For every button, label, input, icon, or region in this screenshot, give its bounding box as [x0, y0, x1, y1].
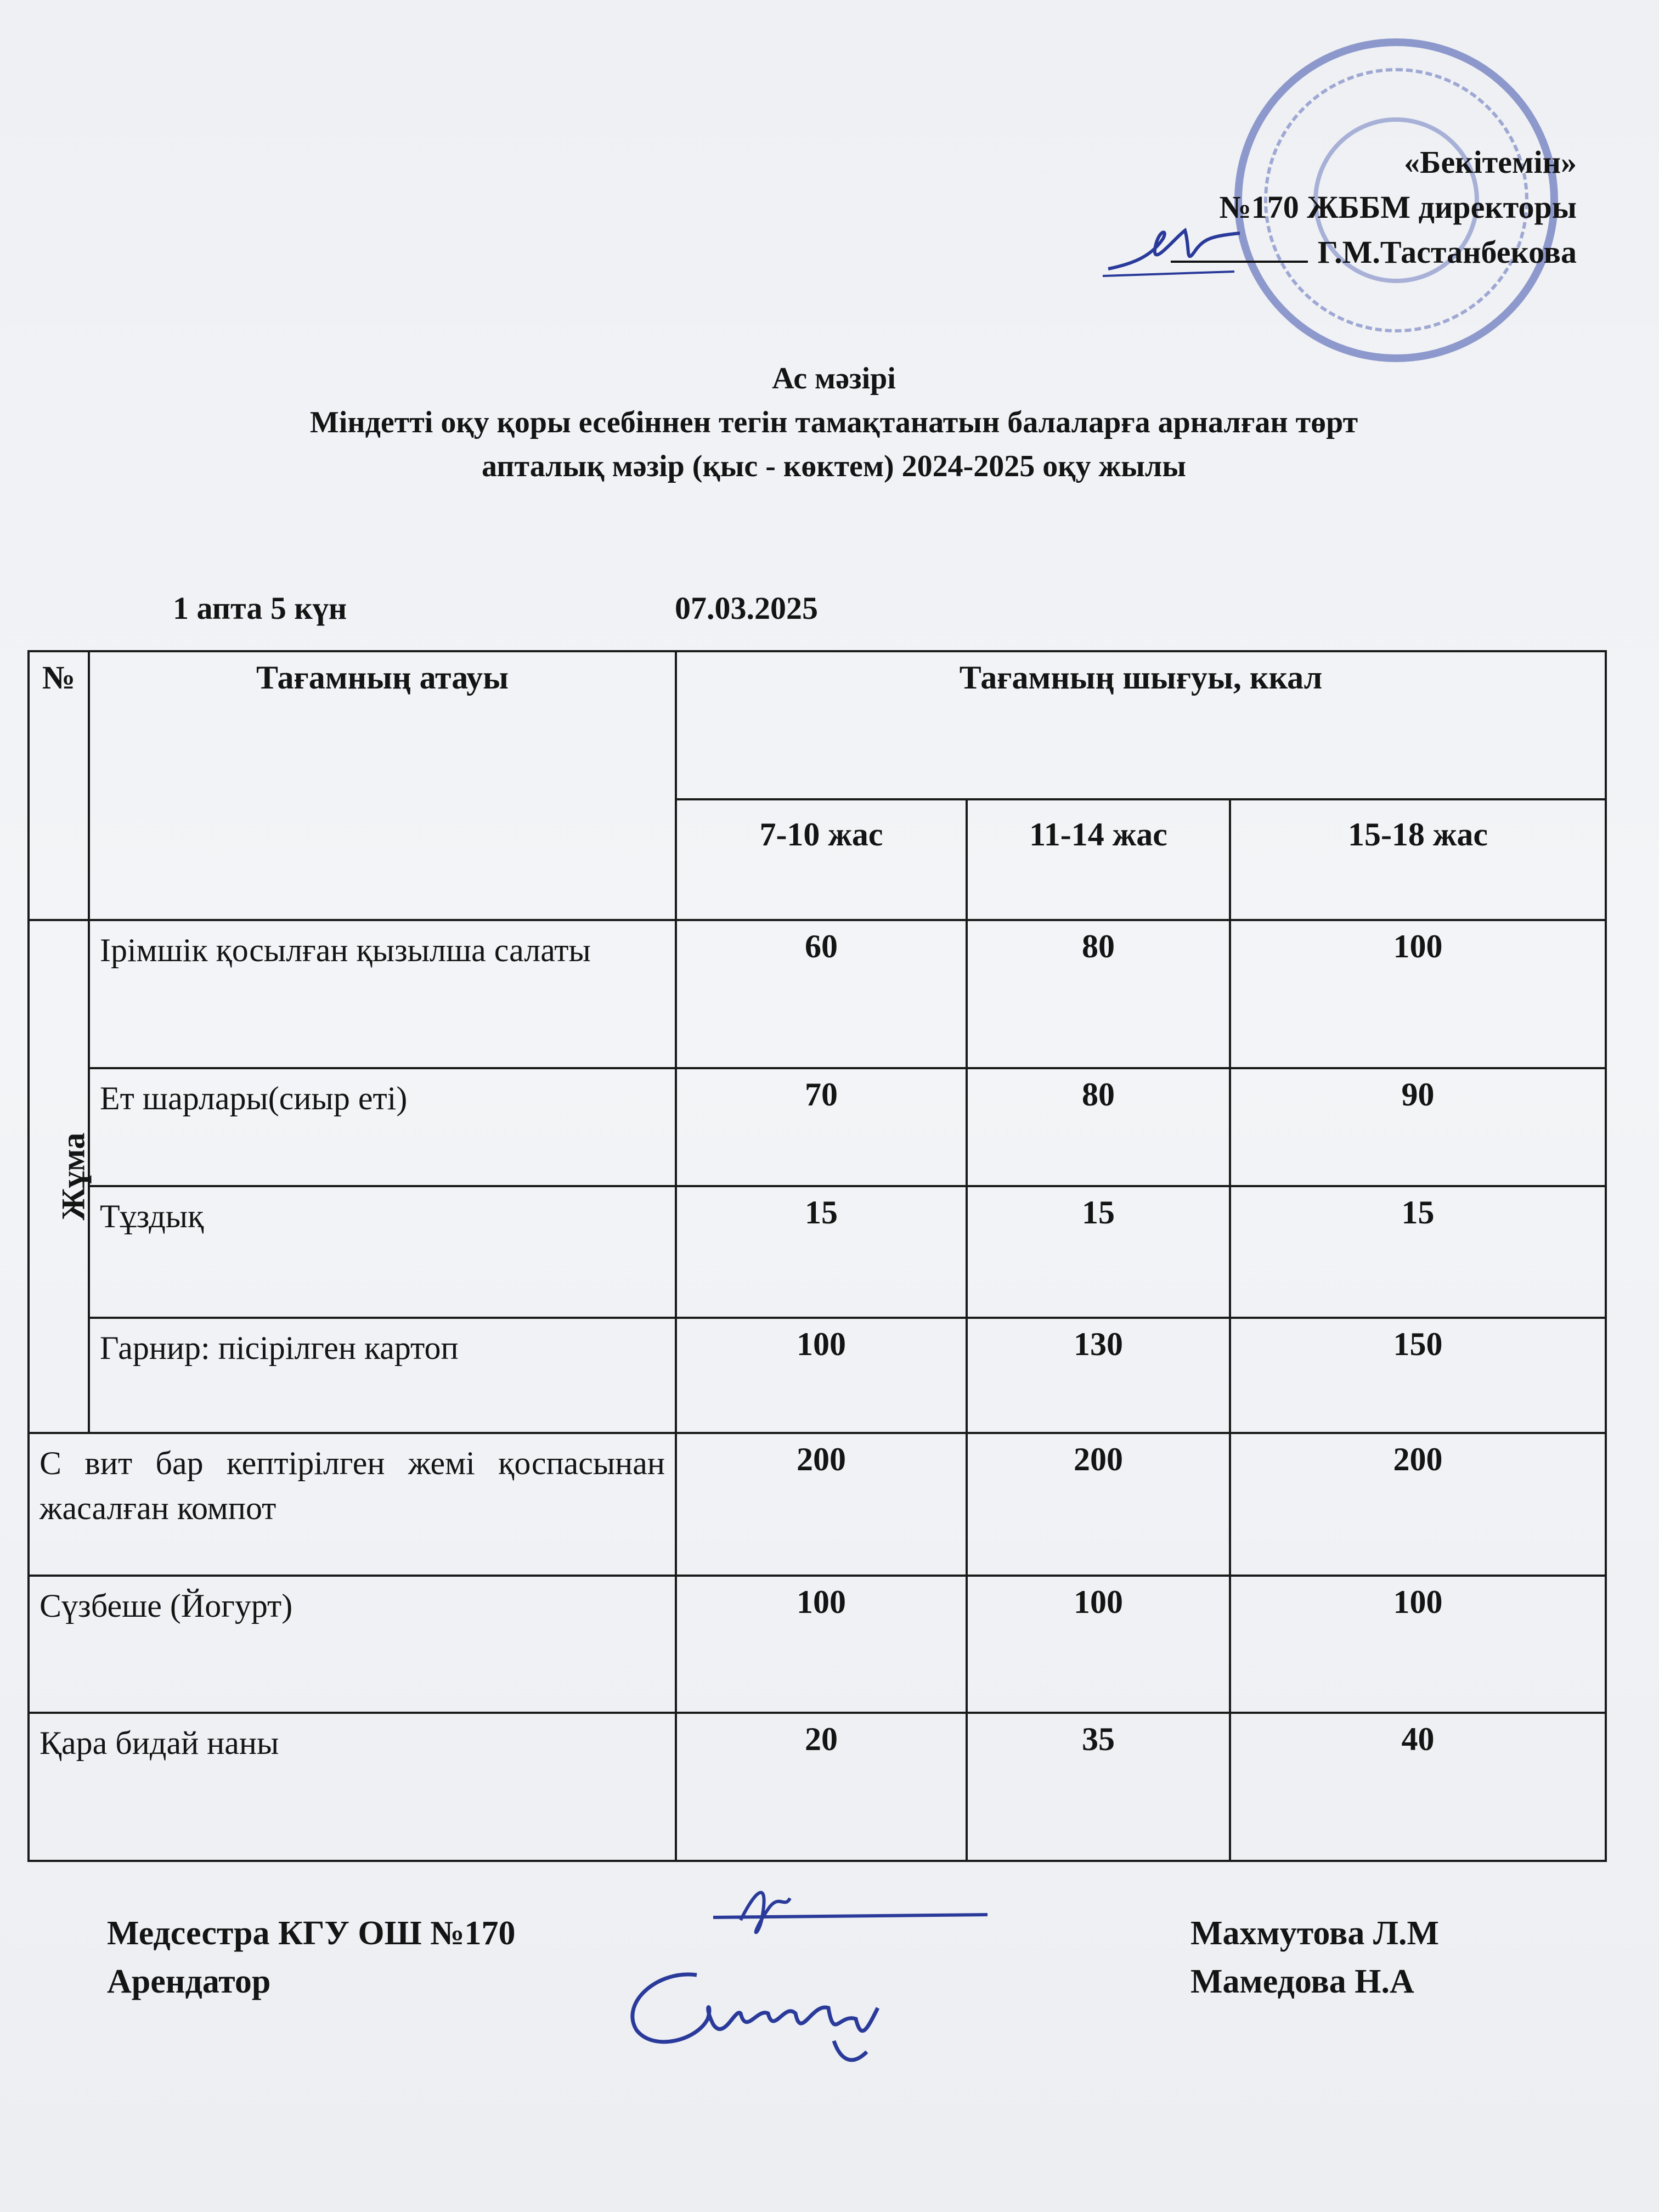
table-header-row	[29, 651, 1606, 799]
table-row	[29, 1433, 1606, 1576]
footer-signatures	[603, 1876, 988, 2085]
menu-date: 07.03.2025	[675, 590, 818, 626]
value-11-14: 130	[967, 1318, 1230, 1433]
value-7-10: 20	[676, 1713, 967, 1861]
day-label: Жұма	[55, 1132, 92, 1221]
col-num-header: №	[29, 651, 89, 920]
dish-name: Сүзбеше (Йогурт)	[29, 1576, 676, 1713]
age-7-10: 7-10 жас	[676, 799, 967, 920]
approval-line-2: №170 ЖББМ директоры	[1219, 189, 1577, 225]
value-15-18: 15	[1230, 1186, 1606, 1318]
col-name-header: Тағамның атауы	[89, 651, 676, 920]
dish-name: Гарнир: пісірілген картоп	[89, 1318, 676, 1433]
table-row	[29, 1318, 1606, 1433]
value-11-14: 35	[967, 1713, 1230, 1861]
table-row	[29, 1713, 1606, 1861]
director-signature	[1103, 217, 1245, 283]
col-output-header: Тағамның шығуы, ккал	[676, 651, 1606, 799]
dish-name: Тұздық	[89, 1186, 676, 1318]
value-15-18: 200	[1230, 1433, 1606, 1576]
dish-name: Ірімшік қосылған қызылша салаты	[89, 920, 676, 1068]
day-cell	[29, 920, 92, 1433]
value-11-14: 80	[967, 920, 1230, 1068]
approval-line-1: «Бекітемін»	[1404, 144, 1577, 180]
value-15-18: 150	[1230, 1318, 1606, 1433]
value-7-10: 70	[676, 1068, 967, 1186]
value-15-18: 40	[1230, 1713, 1606, 1861]
week-day-label: 1 апта 5 күн	[173, 590, 347, 626]
value-7-10: 200	[676, 1433, 967, 1576]
value-7-10: 100	[676, 1576, 967, 1713]
value-11-14: 15	[967, 1186, 1230, 1318]
menu-subtitle-1: Міндетті оқу қоры есебіннен тегін тамақтанатын балаларға арналған төрт	[309, 405, 1358, 439]
footer-left	[107, 1909, 516, 2006]
footer-right	[1190, 1909, 1439, 2006]
table-row	[29, 1068, 1606, 1186]
value-15-18: 100	[1230, 1576, 1606, 1713]
value-7-10: 100	[676, 1318, 967, 1433]
value-11-14: 100	[967, 1576, 1230, 1713]
table-row	[29, 1186, 1606, 1318]
menu-table	[27, 650, 1607, 1862]
value-7-10: 15	[676, 1186, 967, 1318]
dish-name: Қара бидай наны	[29, 1713, 676, 1861]
value-15-18: 100	[1230, 920, 1606, 1068]
age-11-14: 11-14 жас	[967, 799, 1230, 920]
value-11-14: 200	[967, 1433, 1230, 1576]
nurse-name: Махмутова Л.М	[1190, 1915, 1440, 1952]
dish-name: С вит бар кептірілген жемі қоспасынан жасалған компот	[29, 1433, 676, 1576]
tenant-role: Арендатор	[107, 1963, 271, 2000]
value-15-18: 90	[1230, 1068, 1606, 1186]
title-block	[165, 357, 1503, 488]
tenant-name: Мамедова Н.А	[1190, 1963, 1414, 2000]
menu-title: Ас мәзірі	[772, 362, 896, 396]
value-11-14: 80	[967, 1068, 1230, 1186]
director-name: Г.М.Тастанбекова	[1317, 234, 1577, 270]
menu-subtitle-2: апталық мәзір (қыс - көктем) 2024-2025 оқу жылы	[481, 449, 1187, 483]
dish-name: Ет шарлары(сиыр еті)	[89, 1068, 676, 1186]
nurse-role: Медсестра КГУ ОШ №170	[107, 1915, 516, 1952]
age-15-18: 15-18 жас	[1230, 799, 1606, 920]
value-7-10: 60	[676, 920, 967, 1068]
table-row	[29, 920, 1606, 1068]
table-row	[29, 1576, 1606, 1713]
